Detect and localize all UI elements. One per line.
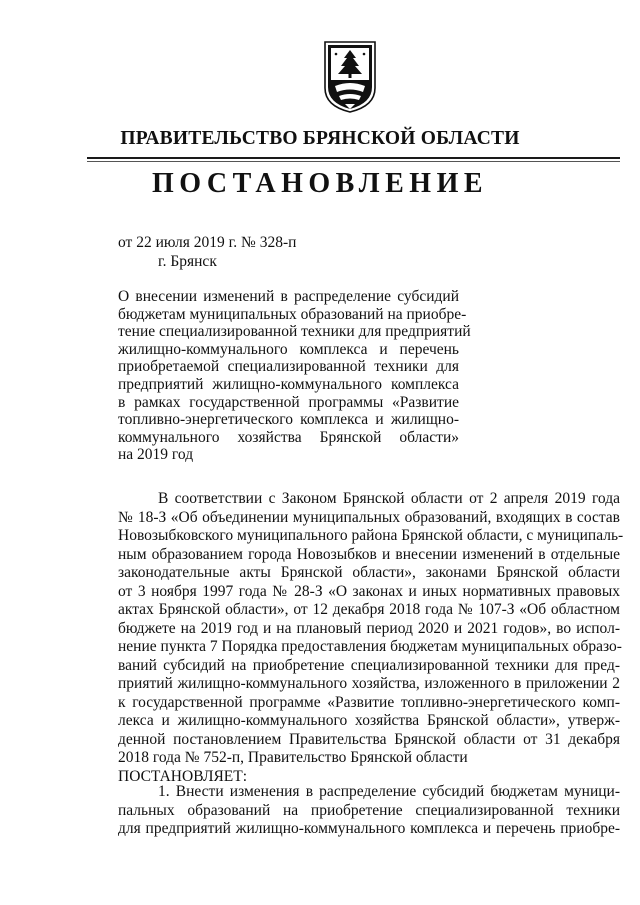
document-date-number: от 22 июля 2019 г. № 328-п [118,234,297,251]
subject-line: предприятий жилищно-коммунального комплекса [118,375,459,393]
subject-line: на 2019 год [118,446,194,464]
subject-line: жилищно-коммунального комплекса и перечень [118,340,459,358]
body-paragraph-1 [118,490,624,786]
body-line: актах Брянской области», от 12 декабря 2018 года № 107-З «Об областном [118,601,620,618]
document-city: г. Брянск [158,253,217,270]
body-line: ваний субсидий на приобретение специализированной техники для пред- [118,656,620,674]
body-line: В соответствии с Законом Брянской области от 2 апреля 2019 года [158,490,620,507]
header-rule-thick [87,157,620,159]
body-line: законодательные акты Брянской области», законами Брянской области [118,564,620,581]
subject-line: коммунального хозяйства Брянской области» [118,428,459,446]
subject-line: приобретаемой специализированной техники для [118,358,459,376]
body-line: нение пункта 7 Порядка предоставления бюджетам муниципальных образо- [118,638,622,655]
body-line: бюджете на 2019 год и на плановый период 2020 и 2021 годов», во испол- [118,619,620,637]
body-line: 2018 года № 752-п, Правительство Брянской области [118,749,468,766]
subject-line: О внесении изменений в распределение субсидий [118,288,459,305]
resolves-keyword: ПОСТАНОВЛЯЕТ: [118,767,248,785]
body-line: лекса и жилищно-коммунального хозяйства Брянской области», утверж- [118,712,620,729]
government-name: ПРАВИТЕЛЬСТВО БРЯНСКОЙ ОБЛАСТИ [120,128,520,149]
body-line: Новозыбковского муниципального района Брянской области, с муниципаль- [118,527,624,544]
body-line: пальных образований на приобретение специализированной техники [118,801,620,819]
body-line: 1. Внести изменения в распределение субсидий бюджетам муници- [158,783,620,800]
body-paragraph-2 [118,783,620,839]
coat-of-arms-icon [323,40,377,114]
document-subject [118,288,471,464]
subject-line: тение специализированной техники для предприятий [118,323,471,341]
header-rule-thin [87,161,620,162]
body-line: денной постановлением Правительства Брянской области от 31 декабря [118,730,620,748]
document-type: ПОСТАНОВЛЕНИЕ [151,168,489,199]
subject-line: бюджетам муниципальных образований на приобре- [118,305,467,323]
body-line: для предприятий жилищно-коммунального комплекса и перечень приобре- [118,820,620,837]
body-line: № 18-З «Об объединении муниципальных образований, входящих в состав [118,508,620,526]
body-line: к государственной программе «Развитие топливно-энергетического комп- [118,693,620,711]
body-line: приятий жилищно-коммунального хозяйства, изложенного в приложении 2 [118,675,620,692]
body-line: от 3 ноября 1997 года № 28-З «О законах и иных нормативных правовых [118,582,620,600]
subject-line: в рамках государственной программы «Развитие [118,393,459,411]
subject-line: топливно-энергетического комплекса и жилищно- [118,411,459,429]
body-line: ным образованием города Новозыбков и внесении изменений в отдельные [118,545,620,563]
